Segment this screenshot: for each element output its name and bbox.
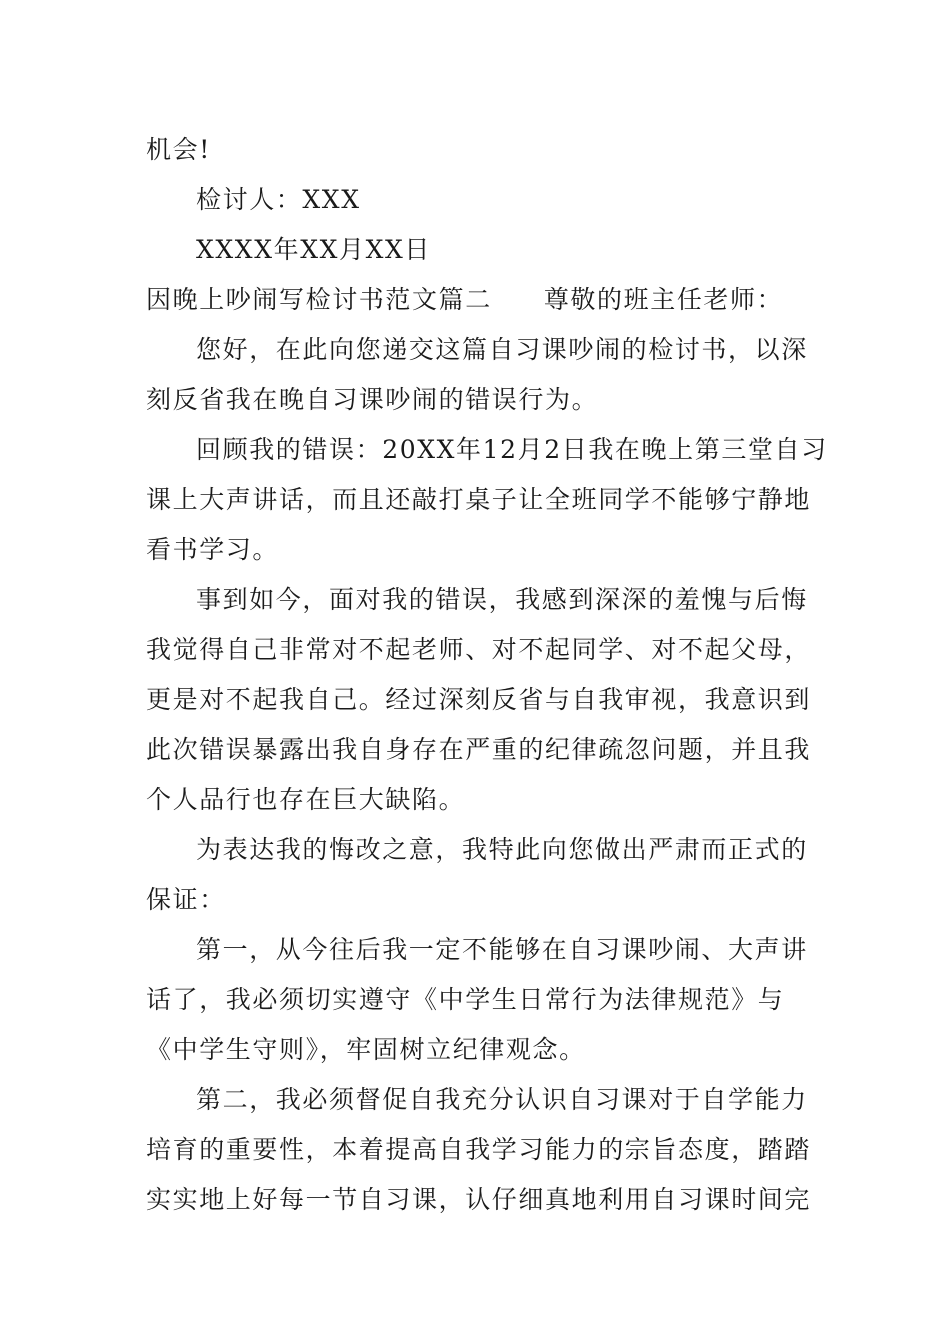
signature-line: 检讨人：XXX [196, 185, 361, 214]
paragraph-line: 话了，我必须切实遵守《中学生日常行为法律规范》与 [146, 985, 785, 1014]
paragraph-line: 实实地上好每一节自习课，认仔细真地利用自习课时间完 [146, 1185, 812, 1214]
paragraph-line: 第二，我必须督促自我充分认识自习课对于自学能力 [196, 1085, 808, 1114]
text-line-ending: 机会! [146, 135, 211, 164]
paragraph-line: 第一，从今往后我一定不能够在自习课吵闹、大声讲 [196, 935, 808, 964]
salutation: 尊敬的班主任老师： [543, 285, 784, 314]
section-heading-line [146, 284, 783, 316]
paragraph-line: 我觉得自己非常对不起老师、对不起同学、对不起父母， [146, 635, 812, 664]
paragraph-line: 此次错误暴露出我自身存在严重的纪律疏忽问题，并且我 [146, 735, 812, 764]
paragraph-line: 课上大声讲话，而且还敲打桌子让全班同学不能够宁静地 [146, 485, 812, 514]
paragraph-line: 刻反省我在晚自习课吵闹的错误行为。 [146, 385, 599, 414]
paragraph-line: 培育的重要性，本着提高自我学习能力的宗旨态度，踏踏 [146, 1135, 812, 1164]
paragraph-line: 更是对不起我自己。经过深刻反省与自我审视，我意识到 [146, 685, 812, 714]
paragraph-line: 为表达我的悔改之意，我特此向您做出严肃而正式的 [196, 835, 808, 864]
paragraph-line: 您好，在此向您递交这篇自习课吵闹的检讨书，以深 [196, 335, 808, 364]
date-line: XXXX年XX月XX日 [196, 235, 431, 264]
paragraph-line: 《中学生守则》，牢固树立纪律观念。 [146, 1035, 586, 1064]
section-title: 因晚上吵闹写检讨书范文篇二 [146, 285, 492, 314]
paragraph-line: 个人品行也存在巨大缺陷。 [146, 785, 466, 814]
paragraph-line: 回顾我的错误：20XX年12月2日我在晚上第三堂自习 [196, 435, 828, 464]
paragraph-line: 保证： [146, 885, 226, 914]
paragraph-line: 看书学习。 [146, 535, 280, 564]
paragraph-line: 事到如今，面对我的错误，我感到深深的羞愧与后悔 [196, 585, 808, 614]
